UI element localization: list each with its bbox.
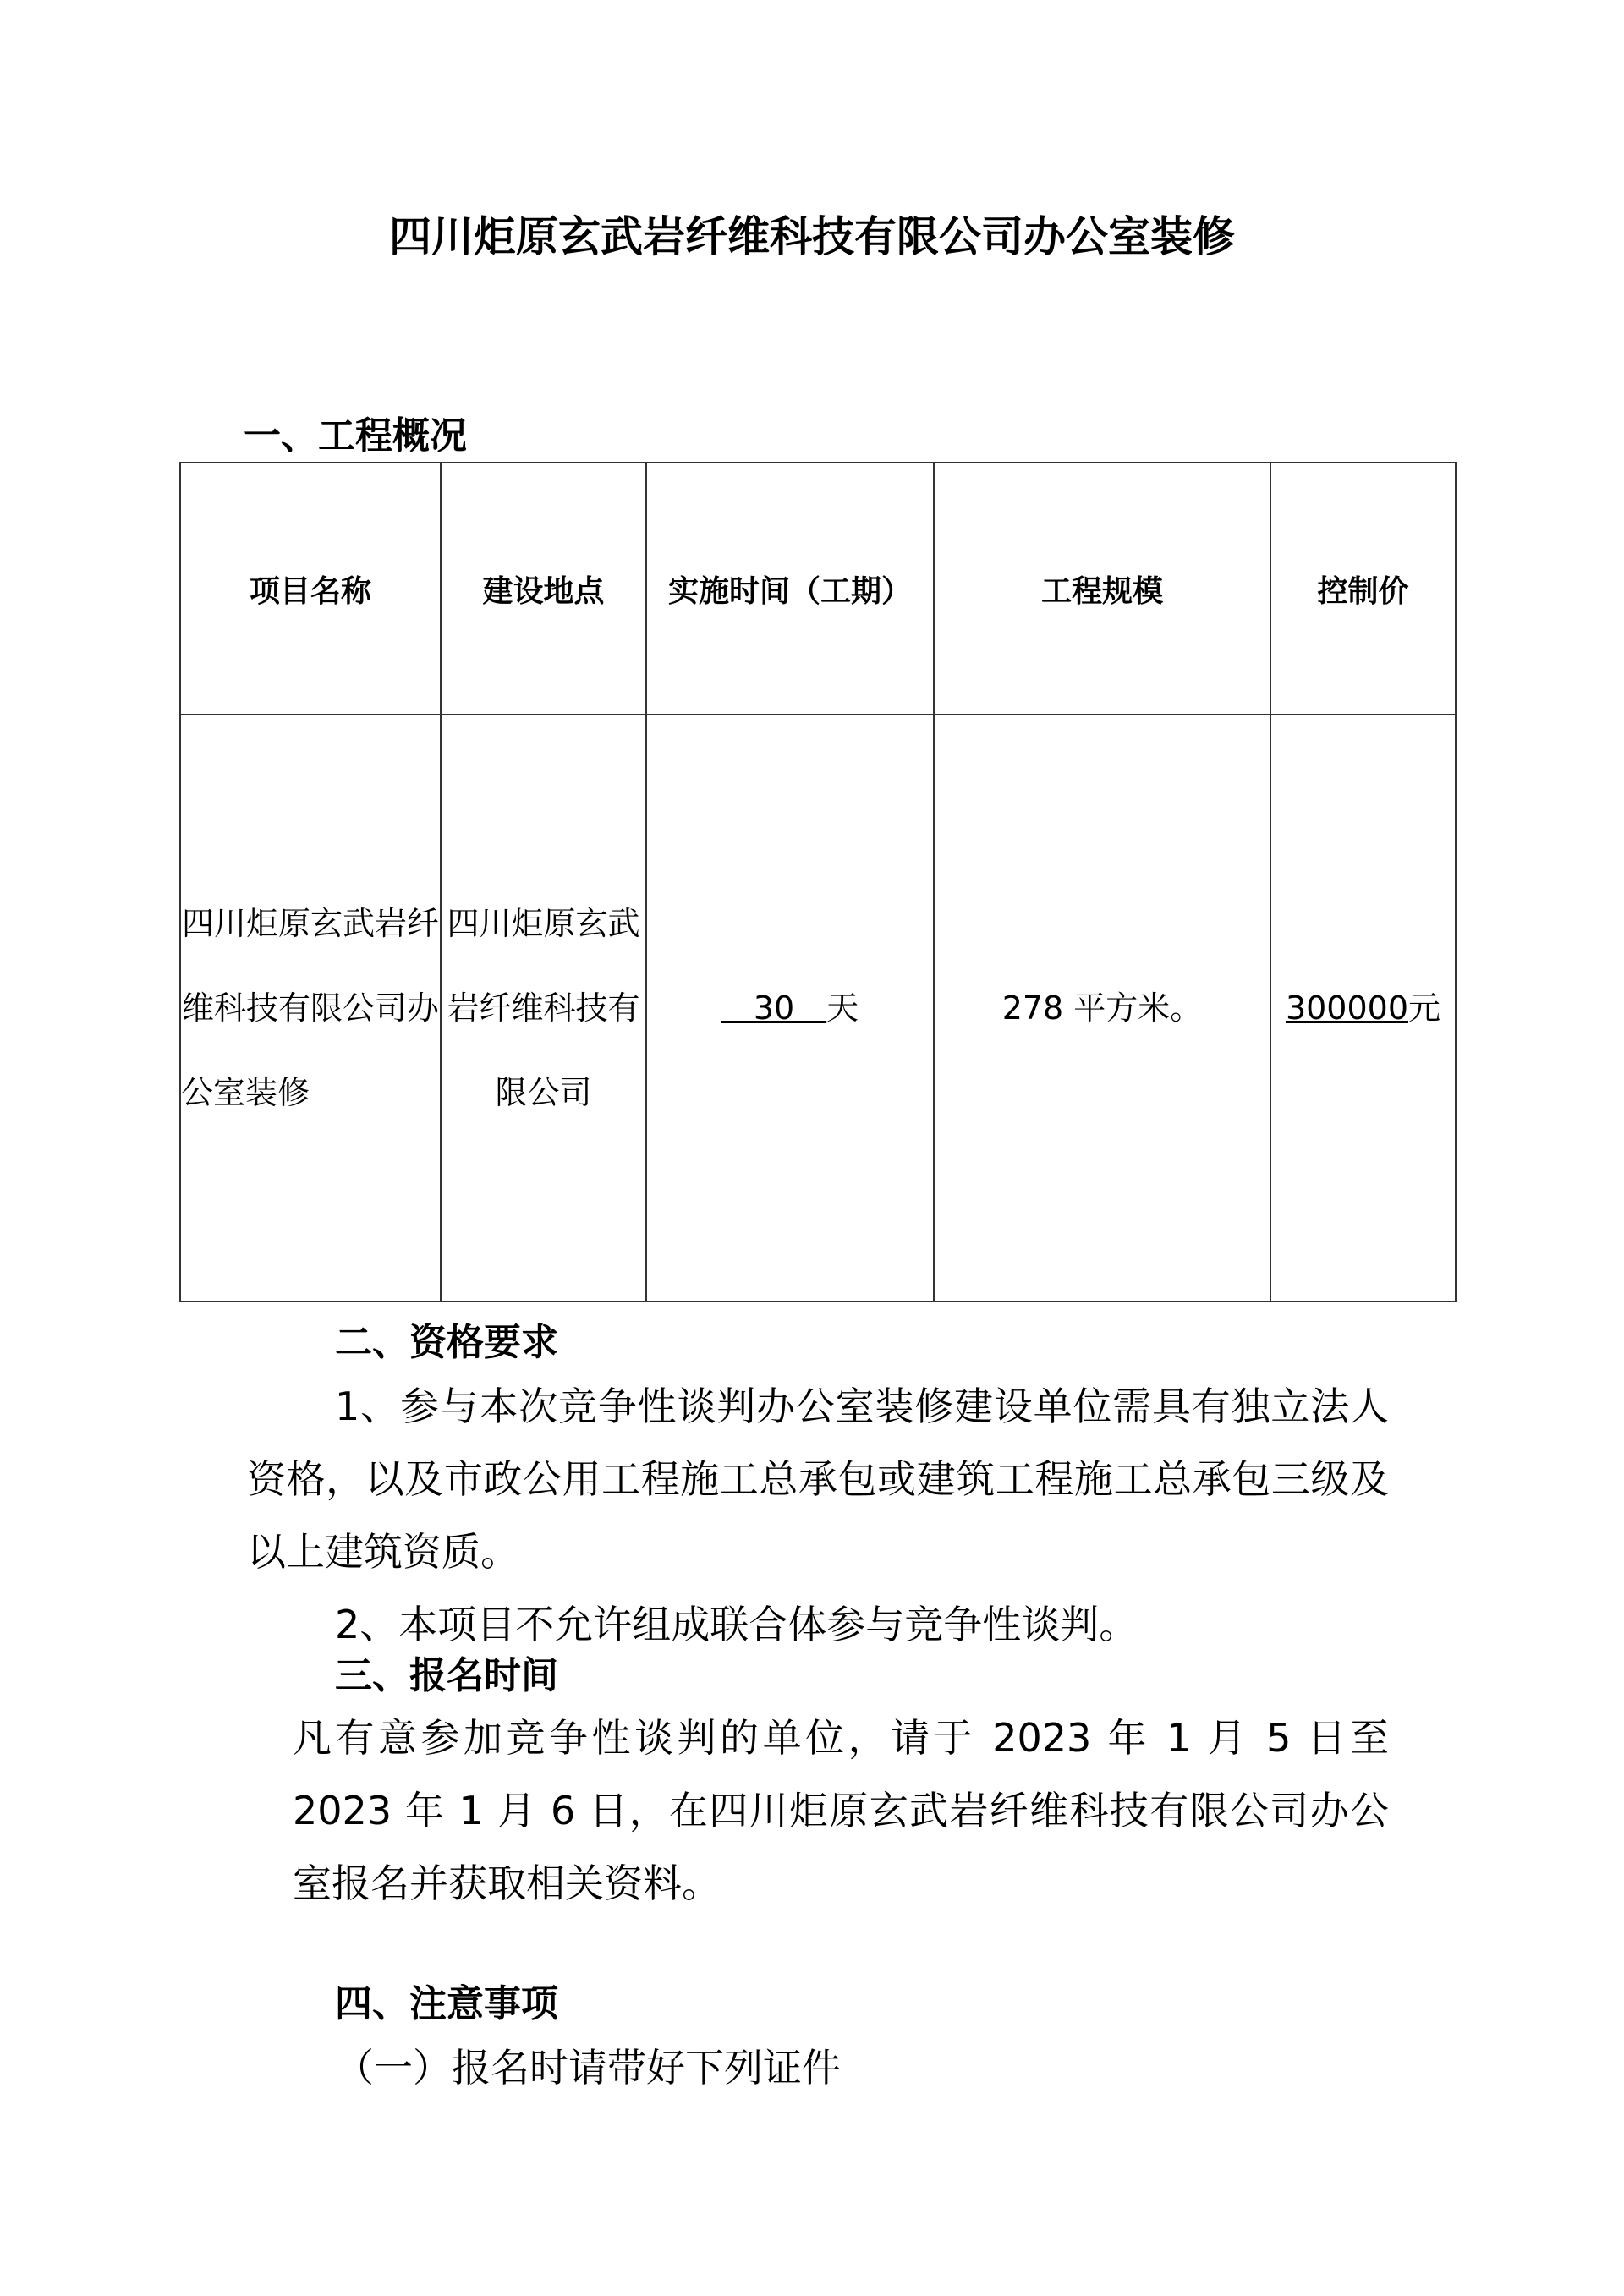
header-project-name: 项目名称 <box>180 463 441 715</box>
price-value: 300000 <box>1285 989 1409 1027</box>
section-heading-qualification: 二、资格要求 <box>335 1321 558 1364</box>
cell-project-name: 四川炬原玄武岩纤维科技有限公司办公室装修 <box>180 715 441 1301</box>
notes-item-1: （一）报名时请带好下列证件 <box>335 2045 841 2091</box>
header-duration: 实施时间（工期） <box>646 463 934 715</box>
section-heading-registration: 三、报名时间 <box>335 1654 558 1697</box>
document-title: 四川炬原玄武岩纤维科技有限公司办公室装修 <box>389 212 1235 261</box>
header-scale: 工程规模 <box>934 463 1270 715</box>
cell-location: 四川炬原玄武岩纤维科技有限公司 <box>441 715 646 1301</box>
cell-scale: 278 平方米。 <box>934 715 1270 1301</box>
price-unit: 元 <box>1408 989 1441 1027</box>
cell-duration <box>646 715 934 1301</box>
duration-value: 30 <box>721 989 827 1027</box>
header-price: 控制价 <box>1270 463 1456 715</box>
qualification-item-1: 1、参与本次竞争性谈判办公室装修建设单位需具有独立法人资格，以及市政公用工程施工总承包或建筑工程施工总承包三级及以上建筑资质。 <box>247 1384 1389 1575</box>
qualification-item-2: 2、本项目不允许组成联合体参与竞争性谈判。 <box>335 1602 1138 1647</box>
table-header-row <box>180 463 1456 715</box>
project-overview-table <box>179 462 1457 1302</box>
duration-unit: 天 <box>826 989 859 1027</box>
cell-price <box>1270 715 1456 1301</box>
header-location: 建设地点 <box>441 463 646 715</box>
section-heading-overview: 一、工程概况 <box>244 414 467 458</box>
table-row <box>180 715 1456 1301</box>
section-heading-notes: 四、注意事项 <box>335 1982 558 2025</box>
registration-text: 凡有意参加竞争性谈判的单位，请于 2023 年 1 月 5 日至 2023 年 1 月 6 日，在四川炬原玄武岩纤维科技有限公司办公室报名并获取相关资料。 <box>293 1715 1389 1906</box>
